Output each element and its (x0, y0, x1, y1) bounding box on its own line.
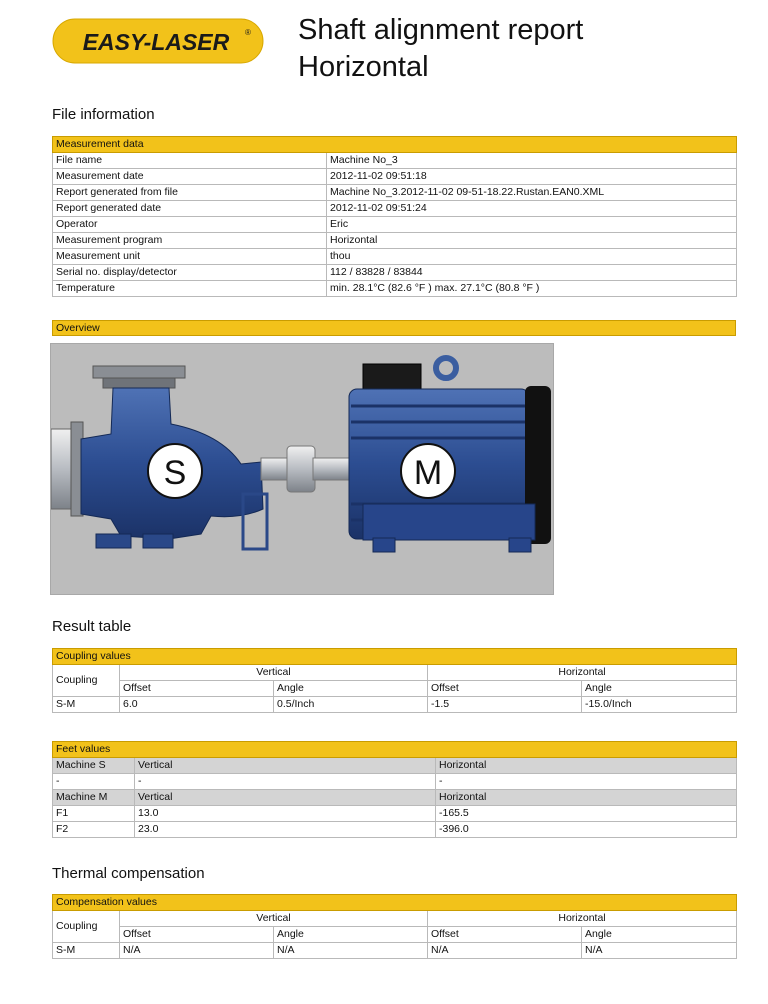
field-value: 2012-11-02 09:51:18 (327, 169, 737, 185)
field-value: min. 28.1°C (82.6 °F ) max. 27.1°C (80.8 °F ) (327, 281, 737, 297)
machine-m-label: M (413, 454, 443, 492)
foot-horizontal: -165.5 (436, 806, 737, 822)
overview-image (50, 343, 554, 595)
field-value: Machine No_3 (327, 153, 737, 169)
feet-s-horizontal: - (436, 774, 737, 790)
machine-illustration (51, 344, 553, 594)
feet-s-horizontal-header: Horizontal (436, 758, 737, 774)
feet-s-vertical: - (135, 774, 436, 790)
pump-foot-left (96, 534, 131, 548)
h-offset-header: Offset (428, 681, 582, 697)
feet-m-vertical-header: Vertical (135, 790, 436, 806)
feet-s-name: - (53, 774, 135, 790)
h-angle-value: -15.0/Inch (582, 697, 737, 713)
motor-foot-2 (509, 538, 531, 552)
foot-name: F2 (53, 822, 135, 838)
table-row (53, 185, 737, 201)
field-value: Machine No_3.2012-11-02 09-51-18.22.Rustan.EAN0.XML (327, 185, 737, 201)
overview-title: Overview (52, 320, 736, 336)
field-label: Serial no. display/detector (53, 265, 327, 281)
compensation-values-title: Compensation values (53, 895, 737, 911)
measurement-data-title: Measurement data (53, 137, 737, 153)
comp-v-offset-header: Offset (120, 927, 274, 943)
field-label: Measurement unit (53, 249, 327, 265)
field-value: Horizontal (327, 233, 737, 249)
v-offset-header: Offset (120, 681, 274, 697)
v-offset-value: 6.0 (120, 697, 274, 713)
feet-m-horizontal-header: Horizontal (436, 790, 737, 806)
table-row (53, 943, 737, 959)
foot-vertical: 23.0 (135, 822, 436, 838)
field-value: 112 / 83828 / 83844 (327, 265, 737, 281)
coupling (287, 446, 315, 492)
comp-v-angle-value: N/A (274, 943, 428, 959)
field-label: Temperature (53, 281, 327, 297)
feet-values-table (52, 741, 737, 838)
machine-m-header: Machine M (53, 790, 135, 806)
v-angle-header: Angle (274, 681, 428, 697)
table-row (53, 169, 737, 185)
vertical-header: Vertical (120, 665, 428, 681)
field-value: 2012-11-02 09:51:24 (327, 201, 737, 217)
report-title-line2: Horizontal (298, 51, 429, 83)
easy-laser-logo (52, 18, 264, 64)
coupling-values-title: Coupling values (53, 649, 737, 665)
result-heading: Result table (52, 618, 132, 635)
motor-base (363, 504, 535, 540)
horizontal-header: Horizontal (428, 665, 737, 681)
comp-h-angle-value: N/A (582, 943, 737, 959)
coupling-col-header: Coupling (53, 665, 120, 697)
field-value: Eric (327, 217, 737, 233)
table-row (53, 697, 737, 713)
table-row (53, 249, 737, 265)
table-row (53, 806, 737, 822)
coupling-name: S-M (53, 697, 120, 713)
field-label: File name (53, 153, 327, 169)
table-row (53, 774, 737, 790)
pump-foot-right (143, 534, 173, 548)
measurement-data-table (52, 136, 737, 297)
coupling-values-table (52, 648, 737, 713)
table-row (53, 217, 737, 233)
lifting-eye (436, 358, 456, 378)
field-label: Operator (53, 217, 327, 233)
h-offset-value: -1.5 (428, 697, 582, 713)
comp-coupling-name: S-M (53, 943, 120, 959)
field-value: thou (327, 249, 737, 265)
table-row (53, 822, 737, 838)
machine-s-header: Machine S (53, 758, 135, 774)
field-label: Report generated from file (53, 185, 327, 201)
table-row (53, 265, 737, 281)
top-flange (93, 366, 185, 378)
table-row (53, 201, 737, 217)
h-angle-header: Angle (582, 681, 737, 697)
comp-h-offset-header: Offset (428, 927, 582, 943)
logo-text: EASY-LASER (82, 29, 230, 55)
file-info-heading: File information (52, 106, 155, 123)
v-angle-value: 0.5/Inch (274, 697, 428, 713)
comp-vertical-header: Vertical (120, 911, 428, 927)
table-row (53, 281, 737, 297)
comp-v-angle-header: Angle (274, 927, 428, 943)
feet-s-vertical-header: Vertical (135, 758, 436, 774)
motor-foot-1 (373, 538, 395, 552)
report-title-line1: Shaft alignment report (298, 14, 584, 46)
comp-coupling-col-header: Coupling (53, 911, 120, 943)
comp-h-offset-value: N/A (428, 943, 582, 959)
foot-name: F1 (53, 806, 135, 822)
table-row (53, 233, 737, 249)
logo-mark: ® (245, 28, 251, 37)
comp-h-angle-header: Angle (582, 927, 737, 943)
comp-v-offset-value: N/A (120, 943, 274, 959)
foot-vertical: 13.0 (135, 806, 436, 822)
table-row (53, 153, 737, 169)
top-flange-neck (103, 378, 175, 388)
report-title (298, 12, 583, 86)
thermal-heading: Thermal compensation (52, 865, 205, 882)
field-label: Measurement date (53, 169, 327, 185)
field-label: Report generated date (53, 201, 327, 217)
comp-horizontal-header: Horizontal (428, 911, 737, 927)
compensation-values-table (52, 894, 737, 959)
machine-s-label: S (163, 454, 187, 492)
feet-values-title: Feet values (53, 742, 737, 758)
foot-horizontal: -396.0 (436, 822, 737, 838)
inlet-flange (51, 429, 73, 509)
field-label: Measurement program (53, 233, 327, 249)
